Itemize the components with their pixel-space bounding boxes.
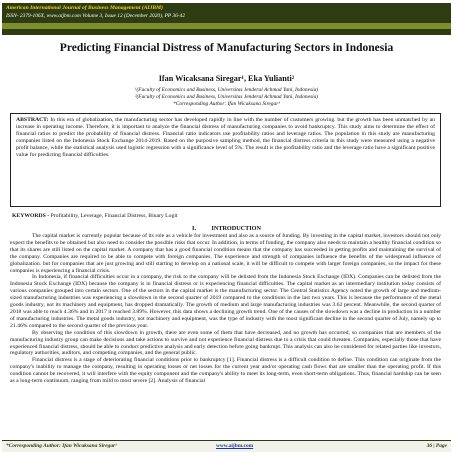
journal-name: American International Journal of Business Management (AIJBM) [6,5,163,11]
journal-header [2,3,451,35]
abstract-label: ABSTRACT: [16,117,49,123]
affiliation-1: ¹(Faculty of Economics and Business, Universitas Jenderal Achmad Yani, Indonesia) [134,87,319,93]
body-paragraph: In Indonesia, if financial difficulties occur in a company, the risk to the company will be delisted from the Indonesia Stock Exchange (IDX). Companies can be delisted from the Indonesia Stock Exchange (IDX) because the company is in financial distress or is experiencing financial difficulties. The capital market as an intermediary institution today consists of various companies grouped into certain sectors. One of the sectors in the capital market is the manufacturing sector. The Central Statistics Agency noted the growth of large and medium-sized manufacturing industries was experiencing a slowdown in the second quarter of 2019 compared to the conditions in the last two years. This is because the performance of the metal goods industry, not its machinery and equipment, has dropped dramatically. The growth of medium and large manufacturing industries was 3.62 percent. Meanwhile, the second quarter of 2018 was able to reach 4.36% and in 2017 it reached 3.89%. However, this data shows a declining growth trend. One of the causes of the slowdown was a decline in production in a number of manufacturing industries. The metal goods industry, not machinery and equipment, was the type of industry with the most significant decline in the second quarter of July, namely up to 21.46% compared to the second quarter of the previous year. [10,274,441,329]
body-paragraph: The capital market is currently popular because of its role as a vehicle for investment and also as a source of funding. By investing in the capital market, investors should not only expect the benefits to be obtained but also need to consider the possible risks that occur. In addition, in terms of funding, the company also needs to maintain a healthy financial condition so that its shares are still listed on the capital market. A company that has a good financial condition means that the company has succeeded in getting profits and maintaining the survival of the company. Companies are required to be able to compete with foreign companies. The experience and strength of companies influence the benefits of the widespread influence of globalization. but for companies that are just growing and still starting to develop on a national scale, it will be difficult to compete with larger foreign companies, so the impact for these companies is experiencing a financial crisis. [10,233,441,274]
introduction-heading: I. INTRODUCTION [192,225,261,232]
header-stripe [2,23,451,29]
body-paragraph: By observing the condition of this slowdown in growth, there are even some of them that have decreased, and no growth has occurred, so companies that are members of the manufacturing industry group can make decisions and take actions to survive and not experience financial distress due to a crisis that could threaten. Companies, especially those that have experienced financial distress, should be able to conduct predictive analysis and early detection before going bankrupt. This analysis can also be considered for related parties like investors, regulatory authorities, auditors, and competing companies, and the general public. [10,329,441,357]
page-footer [2,440,451,452]
journal-issn-line: ISSN- 2379-106X, www.aijbm.com Volume 3, Issue 12 (December 2020), PP 36-42 [6,13,186,19]
keywords-label: KEYWORDS - [12,213,50,219]
abstract-text: In this era of globalization, the manufacturing sector has developed rapidly in line with the number of customers growing. but the growth has been unmatched by an increase in operating income. Therefore, it is important to analyze the financial distress of manufacturing companies to avoid bankruptcy. This study aims to determine the effect of financial ratios to predict the probability of financial distress. Financial ratio indicators use profitability ratios and leverage ratios. The population in this study are manufacturing companies listed on the Indonesia Stock Exchange 2014-2019. Based on the purposive sampling method, the financial distress criteria in this study were measured using a negative profit balance, while the statistical analysis used logistic regression with a significance level of 5%. The result is the profitability ratio and the leverage ratio have a significant positive value for predicting financial difficulties. [16,117,436,158]
affiliation-2: ²(Faculty of Economics and Business, Universitas Jenderal Achmad Yani, Indonesia) [134,94,319,100]
footer-website-link[interactable]: www.aijbm.com [216,443,254,449]
introduction-body [10,233,441,436]
paper-authors: Ifan Wicaksana Siregar¹, Eka Yulianti² [158,74,295,83]
keywords-text: Profitability, Leverage, Financial Distress, Binary Logit [50,213,178,219]
footer-corresponding-author: *Corresponding Author: Ifan Wicaksana Siregar¹ [6,443,117,449]
paper-title: Predicting Financial Distress of Manufacturing Sectors in Indonesia [59,42,394,54]
body-paragraph: Financial distress is a stage of deteriorating financial conditions prior to bankruptcy [1]. Financial distress is a difficult condition to define. This condition can originate from the company's inability to manage the company, resulting in operating losses or net losses for the current year and/or operating cash flows that are smaller than the operating profit. If this condition cannot be recovered, it will interfere with the equity component and the company's ability to meet its long-term, even short-term obligations. Thus, financial hardship can be seen as a long-term continuum, ranging from mild to most severe [2]. Analysis of financial [10,357,441,385]
footer-page-number: 36 | Page [426,443,447,449]
keywords-line [12,213,178,219]
corresponding-author-note: *Corresponding Author: Ifan Wicaksana Siregar¹ [173,101,280,107]
abstract-box [10,113,441,207]
